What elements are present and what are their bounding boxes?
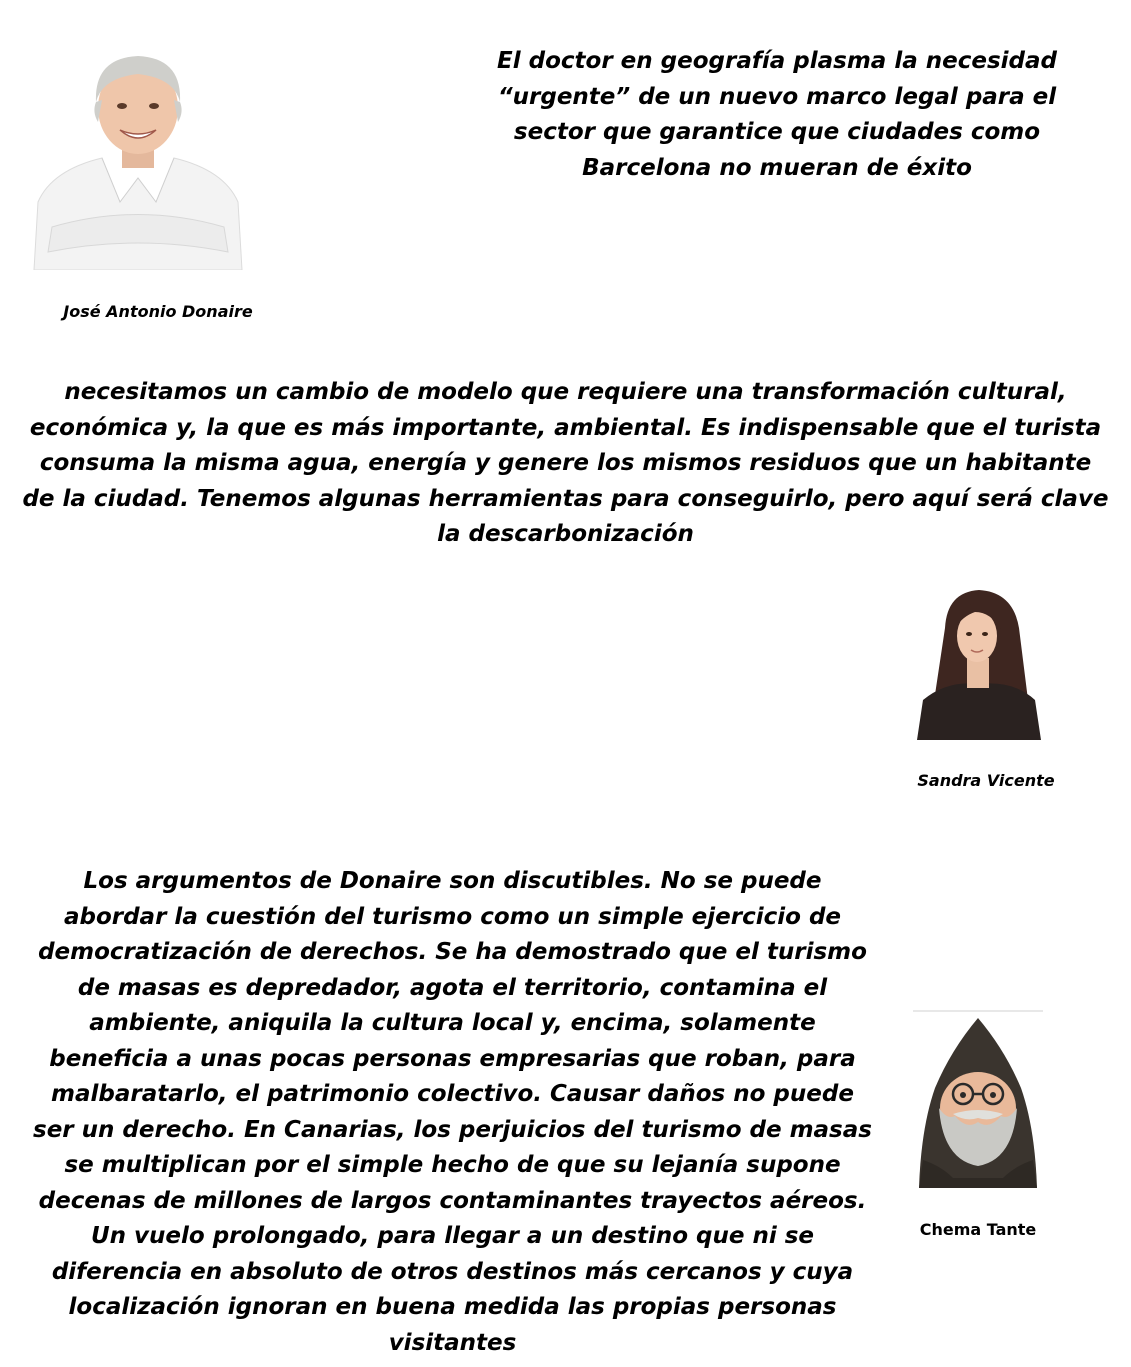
intro-text: El doctor en geografía plasma la necesidad “urgente” de un nuevo marco legal para el sector que garantice que ciudades como Barcelona no mueran de éxito — [497, 48, 1057, 181]
donaire-quote: necesitamos un cambio de modelo que requiere una transformación cultural, económica y, la que es más importante, ambiental. Es indispensable que el turista consuma la misma agua, energía y genere los mismos residuos que un habitante de la ciudad. Tenemos algunas herramientas para conseguirlo, pero aquí será clave la descarbonización — [22, 379, 1109, 547]
donaire-name: José Antonio Donaire — [63, 302, 253, 321]
vicente-name: Sandra Vicente — [917, 771, 1055, 790]
tante-quote: Los argumentos de Donaire son discutibles. No se puede abordar la cuestión del turismo como un simple ejercicio de democratización de derechos. Se ha demostrado que el turismo de masas es depredador, agota el territorio, contamina el ambiente, aniquila la cultura local y, encima, solamente beneficia a unas pocas personas empresarias que roban, para malbaratarlo, el patrimonio colectivo. Causar daños no puede ser un derecho. En Canarias, los perjuicios del turismo de masas se multiplican por el simple hecho de que su lejanía supone decenas de millones de largos contaminantes trayectos aéreos. Un vuelo prolongado, para llegar a un destino que ni se diferencia en absoluto de otros destinos más cercanos y cuya localización ignoran en buena medida las propias personas visitantes — [33, 868, 872, 1356]
donaire-photo — [32, 52, 244, 270]
tante-name: Chema Tante — [919, 1220, 1037, 1239]
vicente-photo — [917, 588, 1041, 740]
tante-caricature — [913, 1010, 1043, 1188]
